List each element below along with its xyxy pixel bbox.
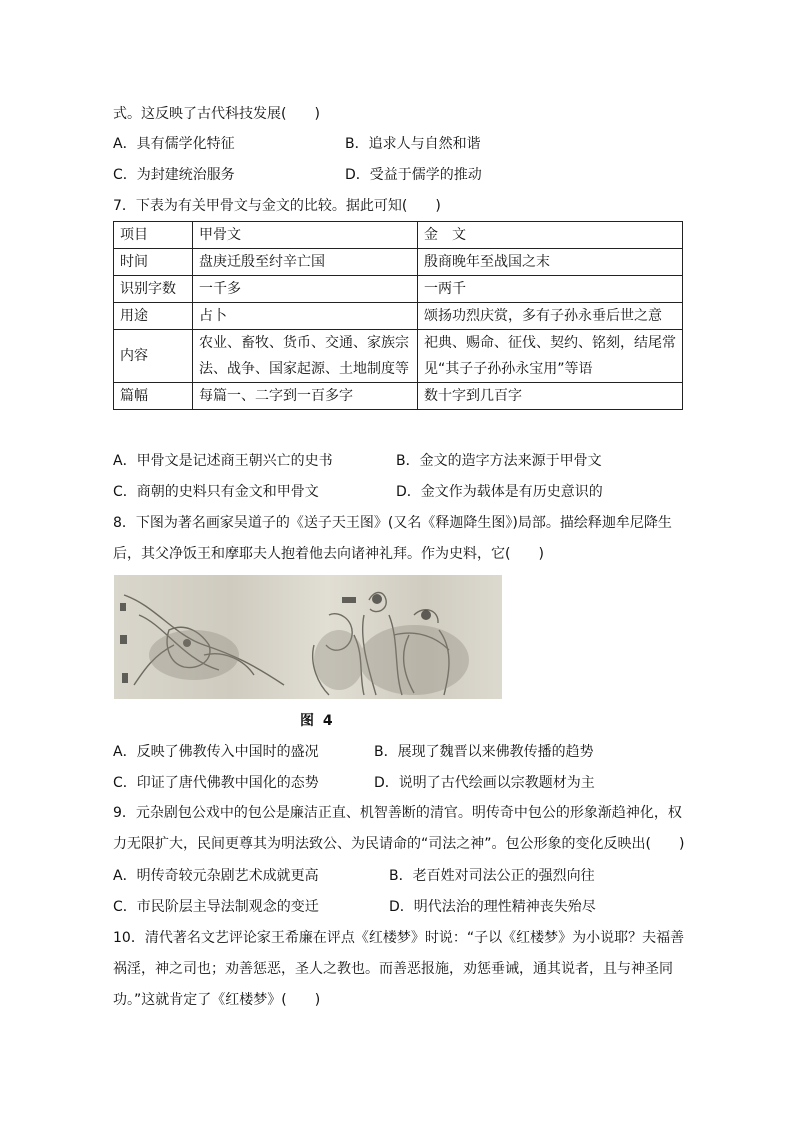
table-cell: 盘庚迁殷至纣辛亡国 <box>193 249 418 276</box>
q9-stem-line2: 力无限扩大，民间更尊其为明法致公、为民请命的“司法之神”。包公形象的变化反映出( ) <box>113 836 685 852</box>
table-row <box>114 383 683 410</box>
q8-option-d: D．说明了古代绘画以宗教题材为主 <box>374 775 595 791</box>
q8-stem-line1: 8．下图为著名画家吴道子的《送子天王图》(又名《释迦降生图》)局部。描绘释迦牟尼降生 <box>113 515 672 531</box>
table-row <box>114 330 683 383</box>
table-cell: 殷商晚年至战国之末 <box>418 249 683 276</box>
q8-option-a: A．反映了佛教传入中国时的盛况 <box>113 744 319 760</box>
figure-caption: 图 4 <box>300 713 335 729</box>
q7-option-d: D．金文作为载体是有历史意识的 <box>396 484 603 500</box>
q10-stem-line2: 祸淫，神之司也；劝善惩恶，圣人之教也。而善恶报施，劝惩垂诫，通其说者，且与神圣同 <box>113 961 673 977</box>
q10-stem-line1: 10．清代著名文艺评论家王希廉在评点《红楼梦》时说：“子以《红楼梦》为小说耶？夫福善 <box>113 930 685 946</box>
q9-option-d: D．明代法治的理性精神丧失殆尽 <box>389 899 596 915</box>
table-cell: 每篇一、二字到一百多字 <box>193 383 418 410</box>
q7-option-a: A．甲骨文是记述商王朝兴亡的史书 <box>113 453 333 469</box>
cell-line: 法、战争、国家起源、土地制度等 <box>199 361 409 377</box>
table-cell: 用途 <box>114 303 193 330</box>
q8-stem-line2: 后，其父净饭王和摩耶夫人抱着他去向诸神礼拜。作为史料，它( ) <box>113 546 544 562</box>
table-row <box>114 276 683 303</box>
table-row <box>114 249 683 276</box>
table-cell: 颂扬功烈庆赏，多有子孙永垂后世之意 <box>418 303 683 330</box>
cell-line: 祀典、赐命、征伐、契约、铭刻，结尾常 <box>424 335 676 351</box>
table-cell: 内容 <box>114 330 193 383</box>
table-cell <box>418 330 683 383</box>
table-row <box>114 222 683 249</box>
table-cell: 占卜 <box>193 303 418 330</box>
q8-option-c: C．印证了唐代佛教中国化的态势 <box>113 775 319 791</box>
q7-option-b: B．金文的造字方法来源于甲骨文 <box>396 453 602 469</box>
table-cell: 甲骨文 <box>193 222 418 249</box>
table-cell: 项目 <box>114 222 193 249</box>
q9-option-a: A．明传奇较元杂剧艺术成就更高 <box>113 868 319 884</box>
q6-option-a: A．具有儒学化特征 <box>113 136 235 152</box>
q10-stem-line3: 功。”这就肯定了《红楼梦》( ) <box>113 992 321 1008</box>
table-cell: 金 文 <box>418 222 683 249</box>
q9-stem-line1: 9．元杂剧包公戏中的包公是廉洁正直、机智善断的清官。明传奇中包公的形象渐趋神化，权 <box>113 805 682 821</box>
table-row <box>114 303 683 330</box>
q7-option-c: C．商朝的史料只有金文和甲骨文 <box>113 484 319 500</box>
table-cell <box>193 330 418 383</box>
comparison-table <box>113 221 683 410</box>
table-cell: 一千多 <box>193 276 418 303</box>
q6-option-c: C．为封建统治服务 <box>113 167 235 183</box>
cell-line: 农业、畜牧、货币、交通、家族宗 <box>199 335 409 351</box>
table-cell: 篇幅 <box>114 383 193 410</box>
painting-figure <box>114 575 502 699</box>
q9-option-c: C．市民阶层主导法制观念的变迁 <box>113 899 319 915</box>
q9-option-b: B．老百姓对司法公正的强烈向往 <box>389 868 595 884</box>
q6-option-b: B．追求人与自然和谐 <box>345 136 481 152</box>
table-cell: 数十字到几百字 <box>418 383 683 410</box>
table-cell: 识别字数 <box>114 276 193 303</box>
q6-option-d: D．受益于儒学的推动 <box>345 167 482 183</box>
table-cell: 时间 <box>114 249 193 276</box>
q6-stem-end: 式。这反映了古代科技发展( ) <box>113 106 320 122</box>
cell-line: 见“其子子孙孙永宝用”等语 <box>424 361 593 377</box>
table-cell: 一两千 <box>418 276 683 303</box>
q7-stem: 7．下表为有关甲骨文与金文的比较。据此可知( ) <box>113 198 441 214</box>
q8-option-b: B．展现了魏晋以来佛教传播的趋势 <box>374 744 594 760</box>
